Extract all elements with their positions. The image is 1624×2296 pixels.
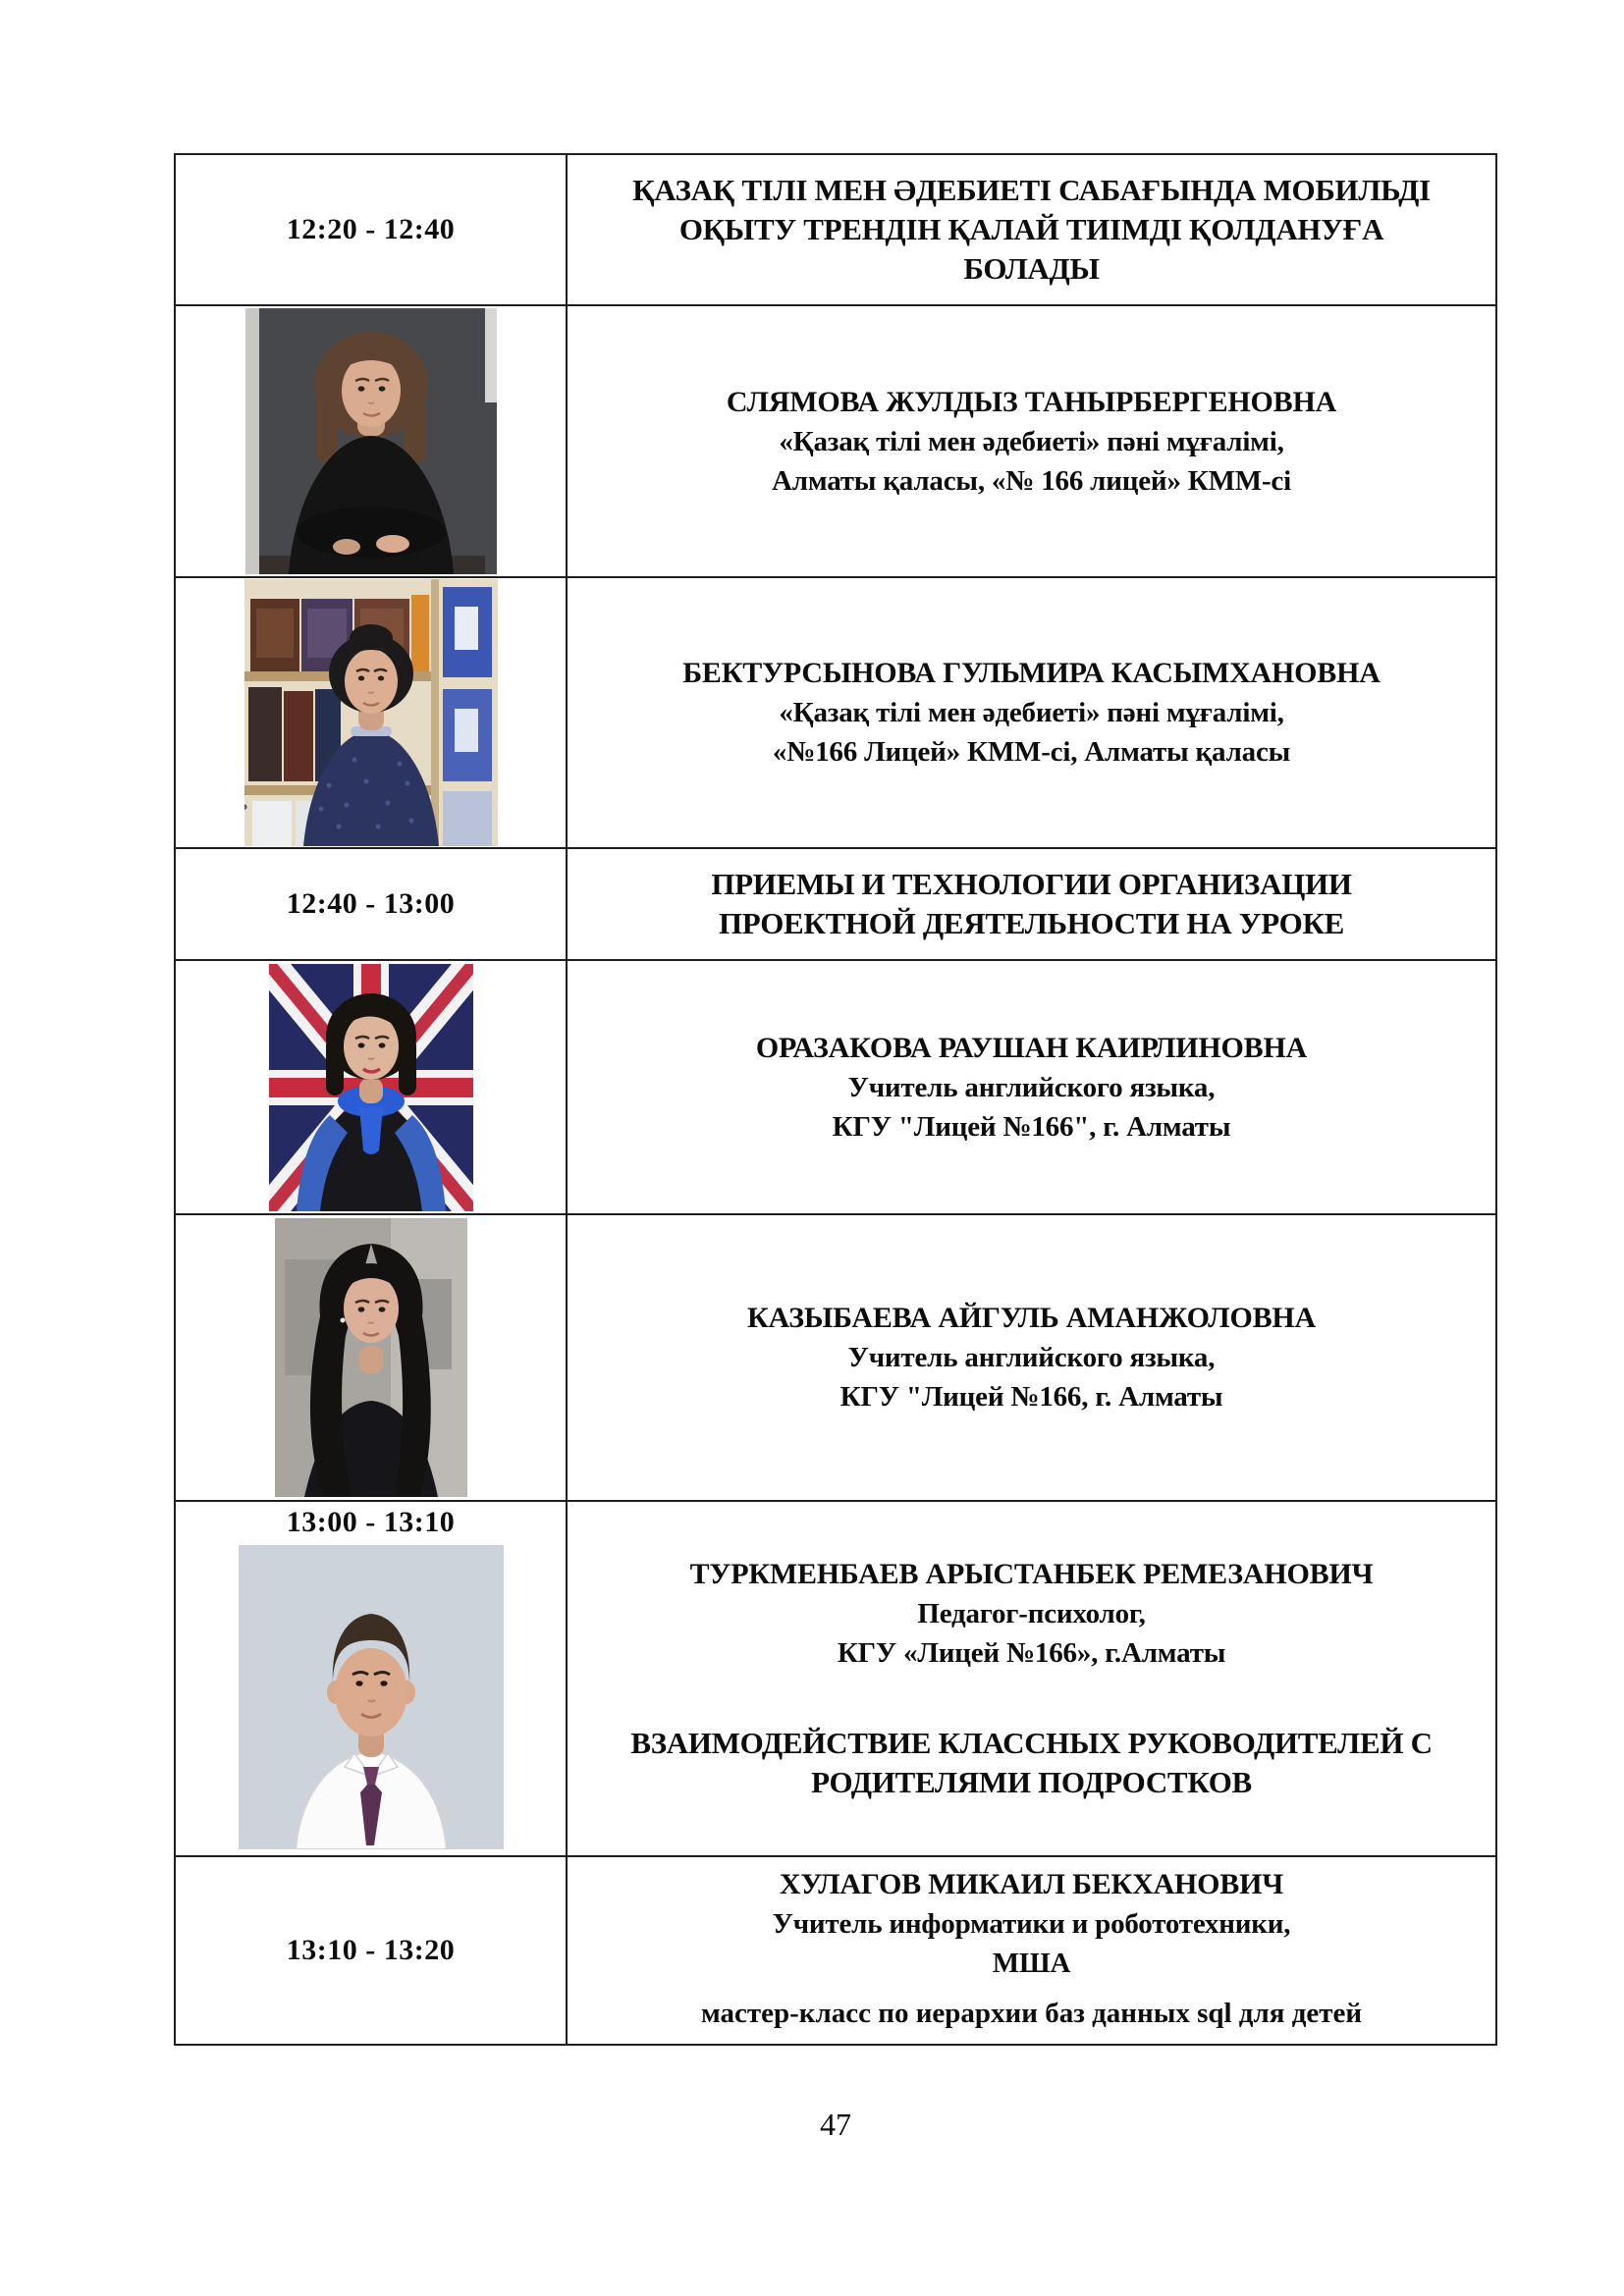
- speaker-org: КГУ «Лицей №166», г.Алматы: [837, 1637, 1226, 1669]
- speaker-info-cell: [568, 1215, 1495, 1500]
- speaker-block: [690, 1555, 1374, 1673]
- speaker-name: КАЗЫБАЕВА АЙГУЛЬ АМАНЖОЛОВНА: [746, 1302, 1317, 1334]
- speaker-org: «№166 Лицей» КММ-сі, Алматы қаласы: [772, 736, 1291, 768]
- speaker-info-cell: [568, 961, 1495, 1213]
- time-photo-cell: [176, 1502, 568, 1855]
- session-time: 13:10 - 13:20: [286, 1934, 456, 1966]
- photo-cell: [176, 1215, 568, 1500]
- speaker-info-cell: [568, 578, 1495, 847]
- time-cell: [176, 849, 568, 959]
- speaker-org: Алматы қаласы, «№ 166 лицей» КММ-сі: [772, 464, 1291, 497]
- speaker-block: [773, 1865, 1291, 1983]
- speaker-photo-orazakova: [269, 964, 473, 1211]
- speaker-info-cell: [568, 1857, 1495, 2044]
- speaker-org: МША: [992, 1948, 1071, 1979]
- speaker-role: «Қазақ тілі мен әдебиеті» пәні мұғалімі,: [779, 697, 1284, 728]
- speaker-role: Учитель английского языка,: [847, 1342, 1216, 1373]
- speaker-role: Педагог-психолог,: [917, 1598, 1146, 1629]
- table-row: [176, 306, 1495, 578]
- table-row: [176, 1502, 1495, 1857]
- session-title: ҚАЗАҚ ТІЛІ МЕН ӘДЕБИЕТІ САБАҒЫНДА МОБИЛЬДІ ОҚЫТУ ТРЕНДІН ҚАЛАЙ ТИІМДІ ҚОЛДАНУҒА БОЛАДЫ: [632, 173, 1431, 286]
- speaker-role: Учитель информатики и робототехники,: [772, 1908, 1291, 1940]
- session-topic: ВЗАИМОДЕЙСТВИЕ КЛАССНЫХ РУКОВОДИТЕЛЕЙ С РОДИТЕЛЯМИ ПОДРОСТКОВ: [630, 1726, 1433, 1799]
- speaker-name: ОРАЗАКОВА РАУШАН КАИРЛИНОВНА: [755, 1031, 1308, 1064]
- speaker-name: ТУРКМЕНБАЕВ АРЫСТАНБЕК РЕМЕЗАНОВИЧ: [689, 1558, 1374, 1590]
- speaker-photo-kazybaeva: [275, 1218, 467, 1497]
- photo-cell: [176, 961, 568, 1213]
- speaker-photo-bektursynova: [244, 579, 498, 846]
- session-time: 12:20 - 12:40: [286, 213, 456, 245]
- time-cell: [176, 1857, 568, 2044]
- speaker-block: [747, 1299, 1316, 1416]
- session-time: 12:40 - 13:00: [286, 887, 456, 920]
- speaker-block: [756, 1029, 1307, 1147]
- table-row: [176, 578, 1495, 849]
- speaker-name: ХУЛАГОВ МИКАИЛ БЕКХАНОВИЧ: [779, 1868, 1284, 1900]
- speaker-block: [727, 383, 1336, 501]
- session-title: ПРИЕМЫ И ТЕХНОЛОГИИ ОРГАНИЗАЦИИ ПРОЕКТНОЙ ДЕЯТЕЛЬНОСТИ НА УРОКЕ: [711, 867, 1352, 940]
- speaker-name: СЛЯМОВА ЖУЛДЫЗ ТАНЫРБЕРГЕНОВНА: [726, 385, 1337, 418]
- table-row: [176, 1857, 1495, 2044]
- session-time: 13:00 - 13:10: [286, 1506, 456, 1538]
- table-row: [176, 155, 1495, 306]
- page-number: 47: [820, 2107, 851, 2142]
- session-title-cell: [568, 155, 1495, 304]
- speaker-photo-turkmenbaev: [239, 1545, 504, 1849]
- conference-schedule-table: [174, 153, 1497, 2046]
- session-topic: мастер-класс по иерархии баз данных sql для детей: [700, 1998, 1363, 2029]
- speaker-info-cell: [568, 1502, 1495, 1855]
- speaker-org: КГУ "Лицей №166", г. Алматы: [832, 1110, 1231, 1143]
- speaker-name: БЕКТУРСЫНОВА ГУЛЬМИРА КАСЫМХАНОВНА: [682, 657, 1380, 689]
- session-title-cell: [568, 849, 1495, 959]
- speaker-info-cell: [568, 306, 1495, 576]
- speaker-photo-slyamova: [245, 308, 497, 574]
- speaker-block: [682, 654, 1380, 772]
- speaker-role: Учитель английского языка,: [847, 1071, 1216, 1103]
- speaker-org: КГУ "Лицей №166, г. Алматы: [839, 1381, 1223, 1413]
- table-row: [176, 1215, 1495, 1502]
- speaker-role: «Қазақ тілі мен әдебиеті» пәні мұғалімі,: [779, 425, 1284, 457]
- table-row: [176, 961, 1495, 1215]
- time-cell: [176, 155, 568, 304]
- table-row: [176, 849, 1495, 961]
- photo-cell: [176, 306, 568, 576]
- photo-cell: [176, 578, 568, 847]
